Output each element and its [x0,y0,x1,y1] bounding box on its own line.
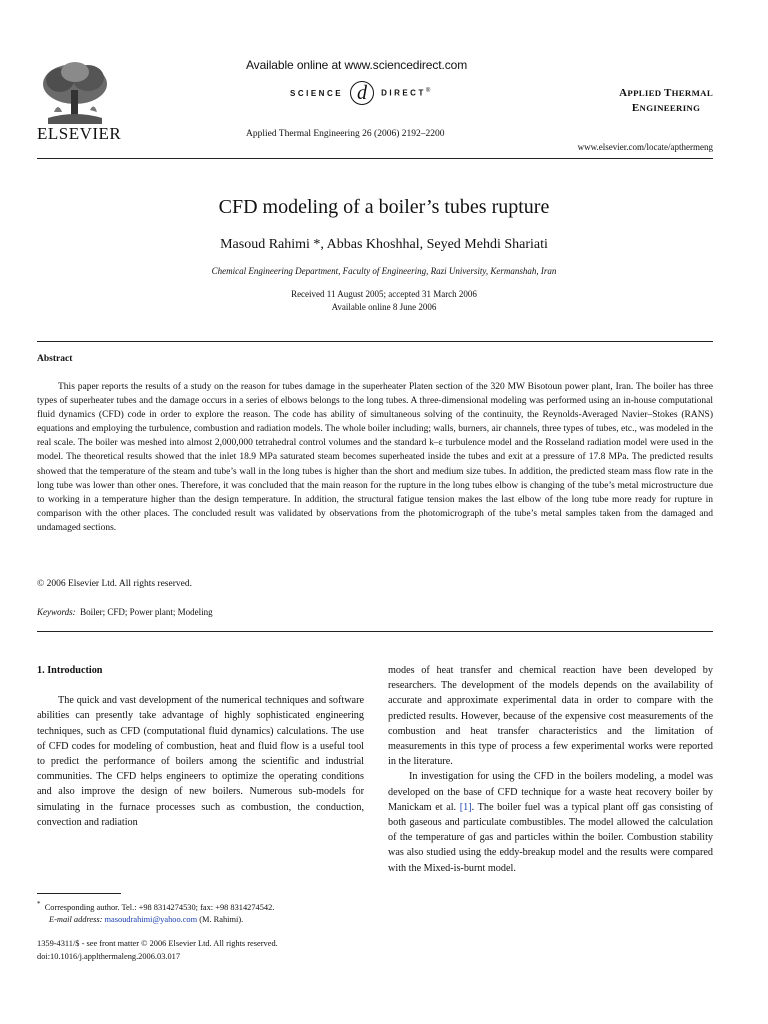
available-online-text: Available online at www.sciencedirect.com [246,58,468,72]
sciencedirect-right-label: DIRECT [381,88,426,98]
registered-mark: ® [425,88,433,95]
journal-name-line2 [619,101,713,116]
intro-paragraph-2-text-a: In investigation for using the CFD in the boilers modeling, a model was developed on the base of CFD technique for a waste heat recovery boiler by Manickam et al. [388,771,713,813]
article-title: CFD modeling of a boiler’s tubes rupture [218,196,550,218]
reference-link-1[interactable]: [1] [459,801,472,813]
keywords-label: Keywords: [37,607,76,617]
left-column [37,663,364,830]
author-affiliation: Chemical Engineering Department, Faculty of Engineering, Razi University, Kermanshah, Iran [211,266,557,276]
keywords [37,607,213,617]
article-authors: Masoud Rahimi *, Abbas Khoshhal, Seyed Mehdi Shariati [220,237,548,252]
journal-name [619,86,713,116]
jn-cap-t: T [663,87,672,99]
journal-citation: Applied Thermal Engineering 26 (2006) 2192–2200 [246,129,445,139]
email-label: E-mail address: [49,914,103,924]
publisher-name: ELSEVIER [37,124,122,143]
footnote-divider [37,893,121,894]
abstract-bottom-divider [37,631,713,632]
corresponding-author-text: Corresponding author. Tel.: +98 8314274530; fax: +98 8314274542. [44,902,275,912]
email-note [37,914,364,926]
abstract-body [37,380,713,535]
received-date: Received 11 August 2005; accepted 31 March 2006 [291,289,477,299]
abstract-heading: Abstract [37,354,73,364]
intro-paragraph-1: The quick and vast development of the numerical techniques and software abilities can presently take advantage of highly sophisticated engineering techniques, such as CFD (computational fluid dynamics) calculations. The use of CFD codes for modeling of combustion, heat and fluid flow is a useful tool to predict the performance of boilers among the scientific and industrial communities. The CFD helps engineers to optimize the operating conditions and also improve the design of new boilers. Numerous sub-models for simulating in the furnace processes such as combustion, the conduction, convection and radiation [37,695,364,828]
journal-url-link[interactable]: www.elsevier.com/locate/apthermeng [577,142,713,152]
front-matter-info [37,938,278,963]
jn-cap-e: E [631,101,640,114]
abstract-top-divider [37,341,713,342]
sciencedirect-right-word [381,88,433,98]
footnote-marker: * [37,900,41,908]
issn-line: 1359-4311/$ - see front matter © 2006 Elsevier Ltd. All rights reserved. [37,939,278,948]
jn-rest-pplied: PPLIED [627,88,664,98]
intro-paragraph-2 [388,769,713,875]
jn-rest-ngineering: NGINEERING [639,102,701,113]
intro-paragraph-1-cont: modes of heat transfer and chemical reaction have been developed by researchers. The development of the models depends on the availability of accurate and approximate experimental data in order to compare with the predicted results. However, because of the expensive cost measurements of the combustion and heat transfer characteristics and the limitation of measurements in this type of process a few experimental works were reported in the literature. [388,665,713,768]
intro-paragraph-2-text-b: . The boiler fuel was a typical plant off gas consisting of both gaseous and particulate combustibles. The model allowed the calculation of the temperature of gas and particles within the boiler. Combustion stability was also studied using the eddy-breakup model and the results were compared with the Mixed-is-burnt model. [388,801,713,874]
sciencedirect-d-icon [349,80,375,106]
keywords-list: Boiler; CFD; Power plant; Modeling [80,607,213,617]
header-divider [37,158,713,159]
sciencedirect-logo [290,80,433,106]
abstract-text: This paper reports the results of a study on the reason for tubes damage in the superheater Platen section of the 320 MW Bisotoun power plant, Iran. The boiler has three types of superheater tubes and the damage occurs in a series of elbows belongs to the long tubes. A three-dimensional modeling was performed using an in-house computational fluid dynamics (CFD) code in order to explore the reason. The code has ability of simultaneous solving of the continuity, the Reynolds-Averaged Navier–Stokes (RANS) equations and employing the turbulence, combustion and radiation models. The whole boiler including; walls, burners, air channels, three types of tubes, etc., was modeled in the real scale. The boiler was meshed into almost 2,000,000 tetrahedral control volumes and the standard k–ε turbulence model and the Rosseland radiation model were used in the model. The theoretical results showed that the inlet 18.9 MPa saturated steam becomes superheated inside the tubes and exit at a pressure of 17.8 MPa. The predicted results showed that the temperature of the steam and tube’s wall in the long tubes is higher than the short and medium size tubes. In addition, the predicted steam mass flow rate in the long tube was lower than other ones. Therefore, it was concluded that the main reason for the rupture in the long tubes elbow is changing of the tube’s metal microstructure due to working in a temperature higher than the design temperature. In addition, the structural fatigue tension makes the last elbow of the long tube more ready for rupture in comparison with the other places. The concluded result was validated by observations from the photomicrograph of the tube’s metal samples taken from the damaged and undamaged sections. [37,382,713,533]
elsevier-tree-logo-icon [38,60,112,124]
doi-line: doi:10.1016/j.applthermaleng.2006.03.017 [37,951,181,961]
online-date: Available online 8 June 2006 [331,301,437,312]
article-dates [0,288,768,313]
sciencedirect-left-word: SCIENCE [290,88,344,98]
right-column [388,663,713,876]
email-link[interactable]: masoudrahimi@yahoo.com [104,914,198,924]
corresponding-author-note [37,898,364,914]
jn-cap-a: A [619,87,628,99]
svg-text:d: d [357,82,368,104]
footnote [37,898,364,926]
journal-name-line1 [619,86,713,101]
abstract-copyright: © 2006 Elsevier Ltd. All rights reserved. [37,579,192,589]
jn-rest-hermal: HERMAL [671,88,713,98]
email-suffix: (M. Rahimi). [199,914,244,924]
section-heading-introduction: 1. Introduction [37,665,103,676]
